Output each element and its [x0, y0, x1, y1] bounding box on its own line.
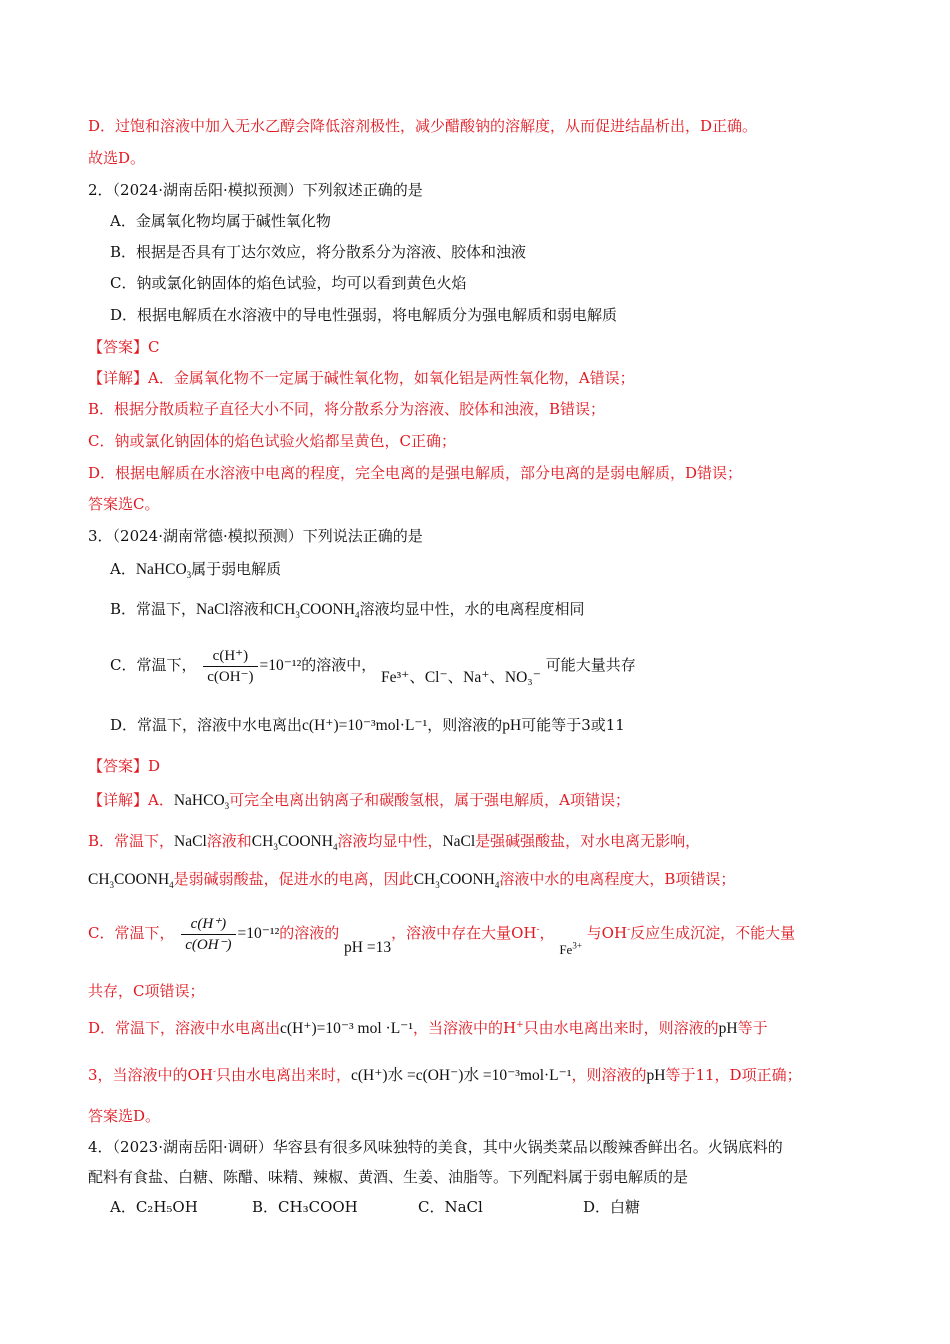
q3-option-c: C．常温下， $\frac{c(H^+)}{c(OH^-)}$ =10⁻¹²的溶液中， Fe³⁺、Cl⁻、Na⁺、NO₃⁻ 可能大量共存	[110, 647, 636, 686]
formula-ch3coonh4: $CH_3COONH_4$	[273, 601, 360, 621]
q2-conclusion: 答案选C。	[88, 495, 160, 513]
h-conc-expr: c(H⁺)=10⁻³mol·L⁻¹	[302, 717, 428, 734]
q3-explain-d: D．常温下，溶液中水电离出c(H⁺)=10⁻³ mol ·L⁻¹，当溶液中的H+只由水电离出来时，则溶液的pH等于	[88, 1019, 768, 1037]
formula-ch3coonh4: $CH_3COONH_4$	[251, 833, 338, 853]
q2-explain-d: D．根据电解质在水溶液中电离的程度，完全电离的是强电解质，部分电离的是弱电解质，D错误；	[88, 464, 743, 482]
q2-explain-a: 【详解】A．金属氧化物不一定属于碱性氧化物，如氧化铝是两性氧化物，A错误；	[88, 369, 635, 387]
formula-nahco3: NaHCO$_3$	[135, 561, 192, 581]
water-conc-expr: c(H⁺)水 =c(OH⁻)水 =10⁻³mol·L⁻¹	[351, 1067, 572, 1084]
formula-fe3: $Fe^{3+}$	[559, 940, 582, 957]
q2-explain-b: B．根据分散质粒子直径大小不同，将分散系分为溶液、胶体和浊液，B错误；	[88, 400, 606, 418]
q1-conclusion: 故选D。	[88, 149, 146, 167]
q2-stem: 2．（2024·湖南岳阳·模拟预测）下列叙述正确的是	[88, 181, 423, 199]
q2-option-d: D．根据电解质在水溶液中的导电性强弱，将电解质分为强电解质和弱电解质	[110, 306, 618, 324]
q2-answer: 【答案】C	[88, 338, 160, 356]
q4-option-b: B．CH₃COOH	[252, 1198, 358, 1216]
q3-explain-a: 【详解】A．NaHCO$_3$可完全电离出钠离子和碳酸氢根，属于强电解质，A项错误；	[88, 791, 630, 812]
ratio-fraction: $\frac{c(H^+)}{c(OH^-)}$	[181, 914, 235, 955]
q3-answer: 【答案】D	[88, 757, 161, 775]
q4-stem-line1: 4．（2023·湖南岳阳·调研）华容县有很多风味独特的美食，其中火锅类菜品以酸辣香鲜出名。火锅底料的	[88, 1138, 783, 1156]
formula-nacl: NaCl	[196, 601, 229, 618]
q2-option-a: A．金属氧化物均属于碱性氧化物	[110, 212, 331, 230]
q4-option-c: C．NaCl	[418, 1198, 483, 1216]
q3-explain-c: C．常温下， $\frac{c(H^+)}{c(OH^-)}$ =10⁻¹²的溶液的 pH =13，溶液中存在大量OH-， $Fe^{3+}$ 与OH-反应生成沉淀，不能大量	[88, 915, 796, 957]
formula-ch3coonh4: $CH_3COONH_4$	[88, 871, 174, 891]
q3-explain-b2: $CH_3COONH_4$是弱碱弱酸盐，促进水的电离，因此$CH_3COONH_4$溶液中水的电离程度大，B项错误；	[88, 870, 736, 891]
q2-explain-c: C．钠或氯化钠固体的焰色试验火焰都呈黄色，C正确；	[88, 432, 456, 450]
q3-option-a: A．NaHCO$_3$属于弱电解质	[110, 560, 282, 581]
formula-nahco3: NaHCO$_3$	[173, 792, 230, 812]
ion-list: Fe³⁺、Cl⁻、Na⁺、NO₃⁻	[381, 669, 541, 686]
q3-stem: 3．（2024·湖南常德·模拟预测）下列说法正确的是	[88, 527, 423, 545]
ratio-fraction: $\frac{c(H^+)}{c(OH^-)}$	[203, 646, 257, 687]
q3-explain-c2: 共存，C项错误；	[88, 982, 205, 1000]
q3-option-b: B．常温下，NaCl溶液和$CH_3COONH_4$溶液均显中性，水的电离程度相同	[110, 600, 585, 621]
q3-option-d: D．常温下，溶液中水电离出c(H⁺)=10⁻³mol·L⁻¹，则溶液的pH可能等于3或11	[110, 716, 625, 734]
q3-explain-d2: 3，当溶液中的OH-只由水电离出来时，c(H⁺)水 =c(OH⁻)水 =10⁻³mol·L⁻¹，则溶液的pH等于11，D项正确；	[88, 1066, 802, 1084]
q4-stem-line2: 配料有食盐、白糖、陈醋、味精、辣椒、黄酒、生姜、油脂等。下列配料属于弱电解质的是	[88, 1168, 689, 1186]
q4-option-d: D．白糖	[583, 1198, 641, 1216]
q3-conclusion: 答案选D。	[88, 1107, 161, 1125]
q2-option-c: C．钠或氯化钠固体的焰色试验，均可以看到黄色火焰	[110, 274, 467, 292]
q2-option-b: B．根据是否具有丁达尔效应，将分散系分为溶液、胶体和浊液	[110, 243, 527, 261]
q3-explain-b: B．常温下，NaCl溶液和$CH_3COONH_4$溶液均显中性，NaCl是强碱强酸盐，对水电离无影响，	[88, 832, 701, 853]
q4-option-a: A．C₂H₅OH	[110, 1198, 198, 1216]
q1-explain-d: D．过饱和溶液中加入无水乙醇会降低溶剂极性，减少醋酸钠的溶解度，从而促进结晶析出，D正确。	[88, 117, 758, 135]
